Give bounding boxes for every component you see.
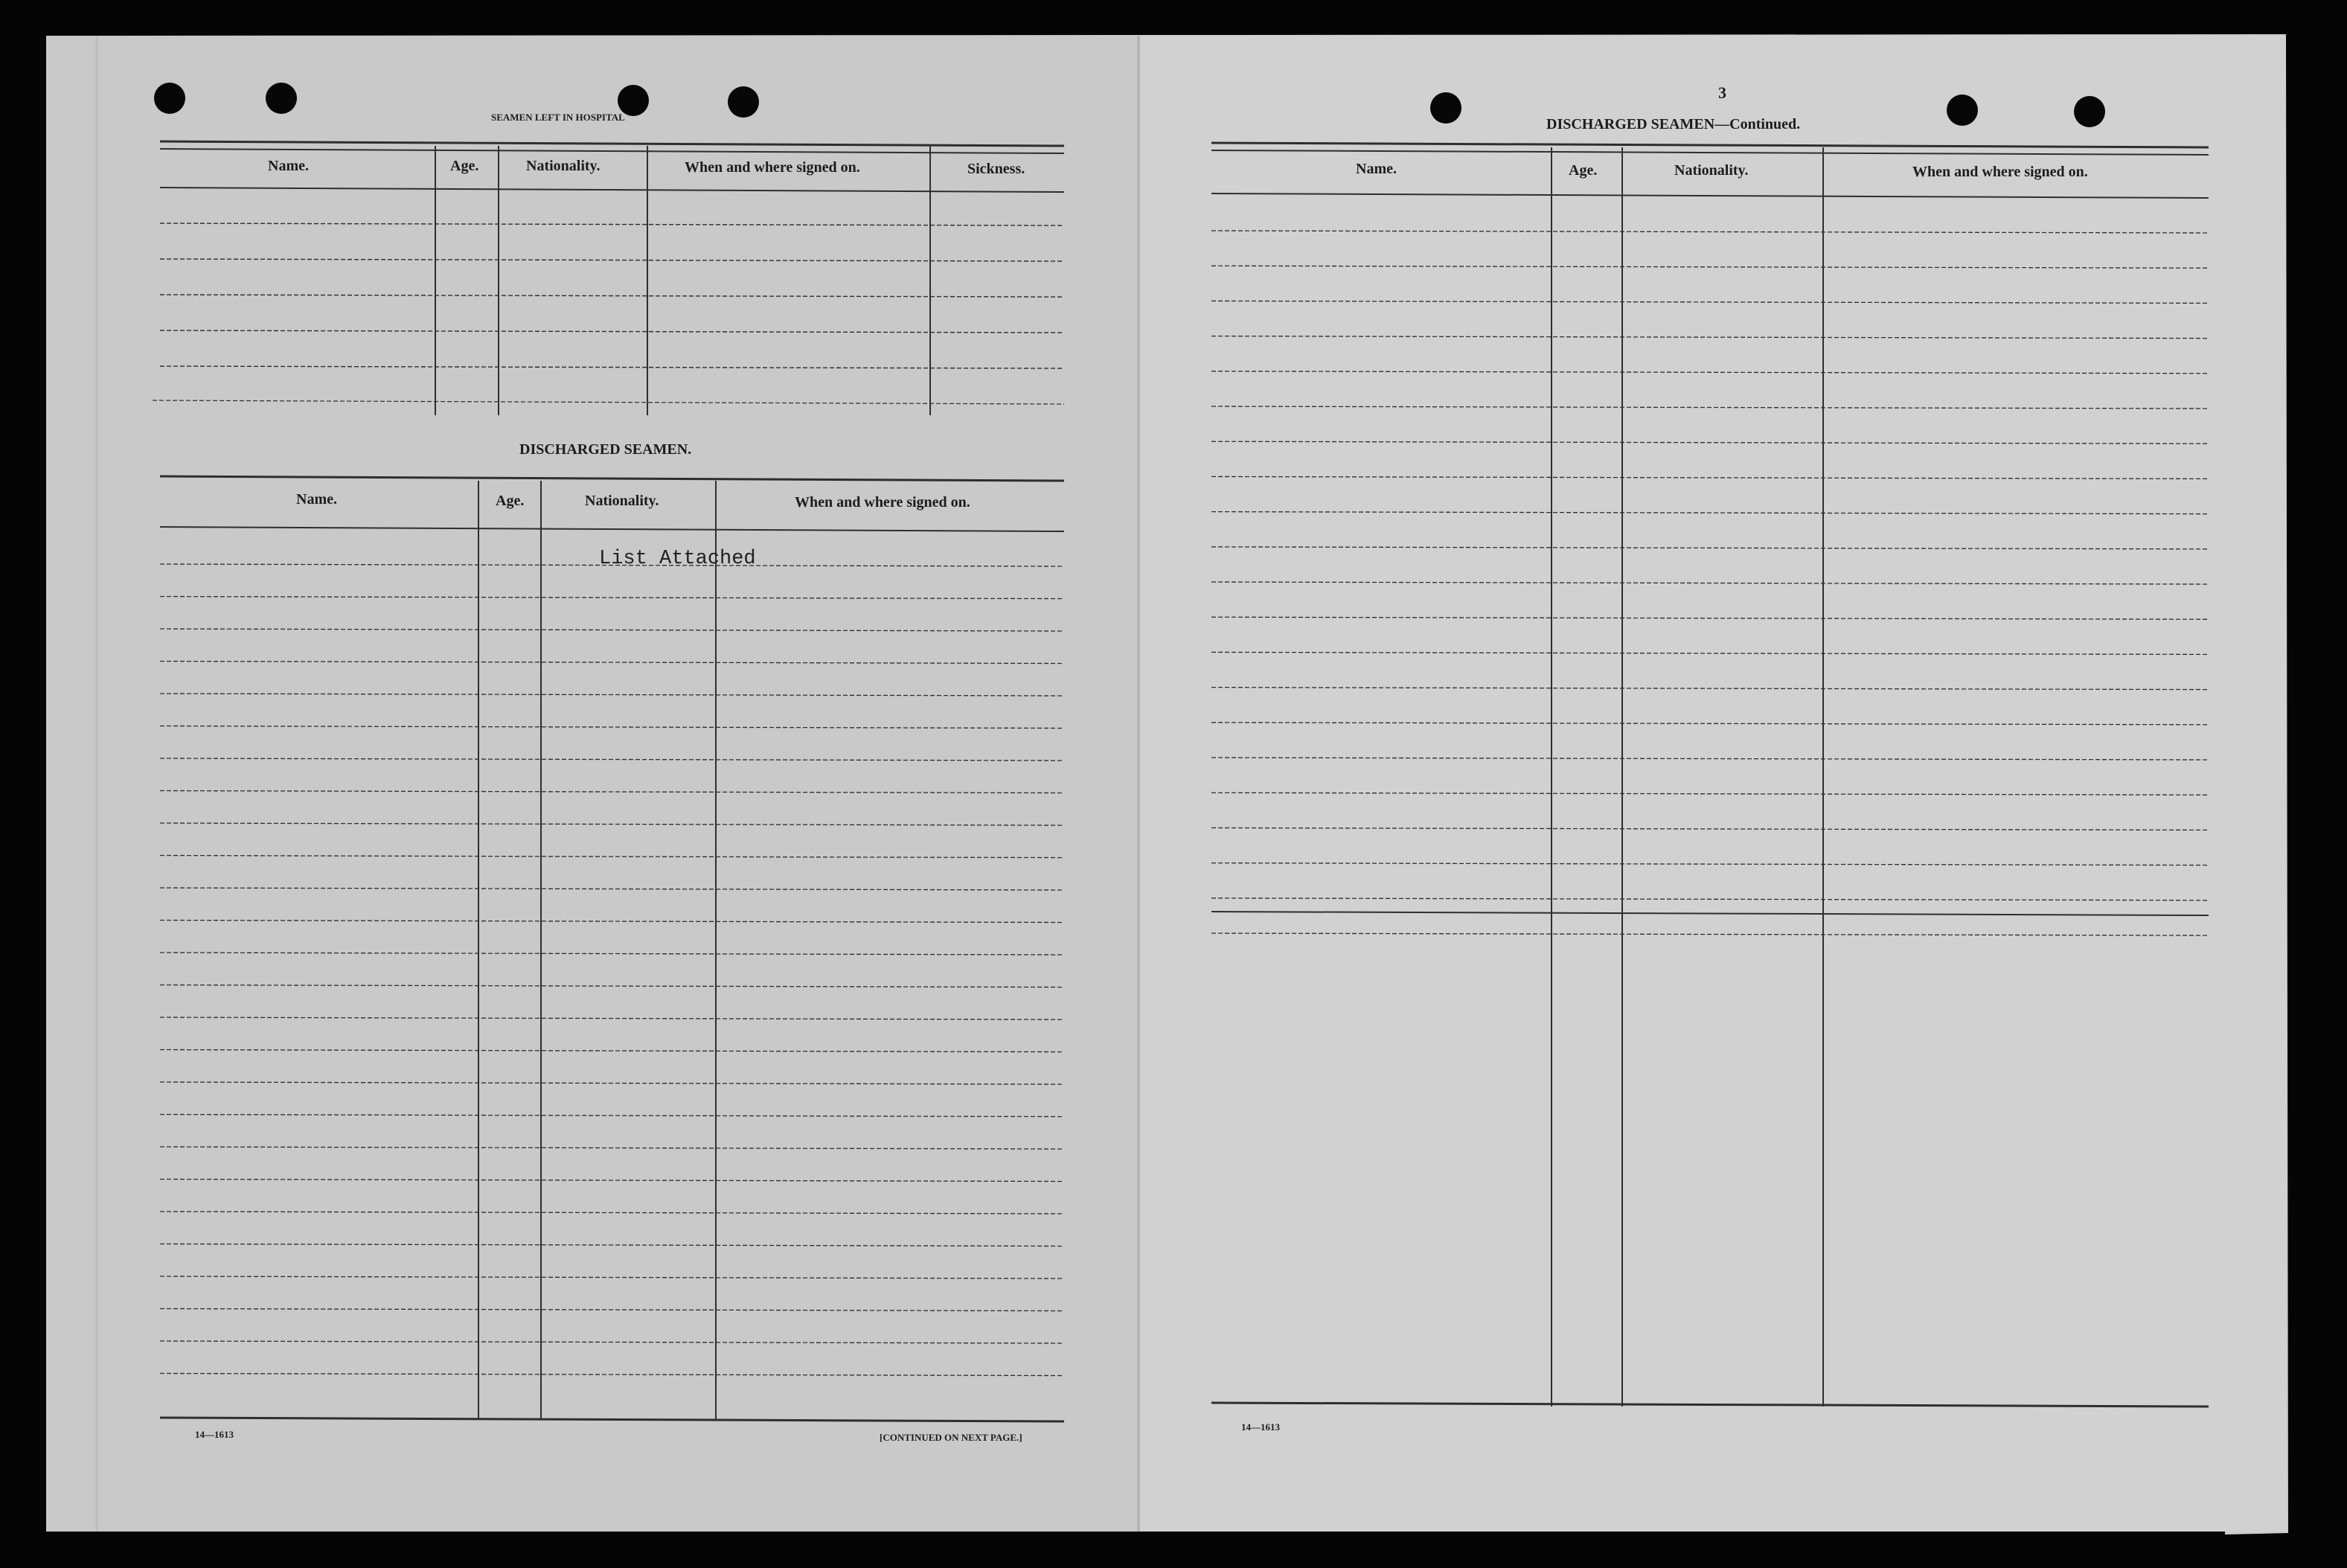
top-section-title: SEAMEN LEFT IN HOSPITAL: [491, 112, 625, 123]
punch-hole: [1430, 92, 1461, 124]
punch-hole: [154, 83, 185, 114]
punch-hole: [728, 86, 759, 118]
right-page-title: DISCHARGED SEAMEN—Continued.: [1546, 116, 1801, 132]
punch-hole: [266, 83, 297, 114]
right-form-number: 14—1613: [1241, 1421, 1280, 1433]
right-page-shade: [1140, 36, 2286, 1532]
discharged-header-age: Age.: [496, 493, 525, 509]
punch-hole: [1947, 95, 1978, 126]
right-header-name: Name.: [1356, 161, 1397, 177]
top-header-age: Age.: [450, 158, 479, 174]
right-header-nationality: Nationality.: [1674, 162, 1749, 179]
right-header-age: Age.: [1569, 162, 1598, 179]
left-page-shade: [46, 36, 1140, 1532]
top-header-name: Name.: [268, 158, 309, 174]
top-header-nationality: Nationality.: [526, 158, 601, 174]
typed-list-attached: List Attached: [599, 548, 756, 570]
left-form-number: 14—1613: [195, 1429, 234, 1440]
top-header-signed-on: When and where signed on.: [685, 159, 860, 176]
discharged-header-name: Name.: [296, 491, 337, 508]
discharged-header-signed-on: When and where signed on.: [795, 494, 970, 511]
punch-hole: [2074, 96, 2105, 127]
top-header-sickness: Sickness.: [967, 161, 1025, 177]
discharged-title: DISCHARGED SEAMEN.: [519, 441, 692, 458]
discharged-header-nationality: Nationality.: [585, 493, 659, 509]
page-number: 3: [1718, 83, 1726, 102]
right-header-signed-on: When and where signed on.: [1912, 164, 2088, 180]
continued-note: [CONTINUED ON NEXT PAGE.]: [880, 1432, 1022, 1443]
